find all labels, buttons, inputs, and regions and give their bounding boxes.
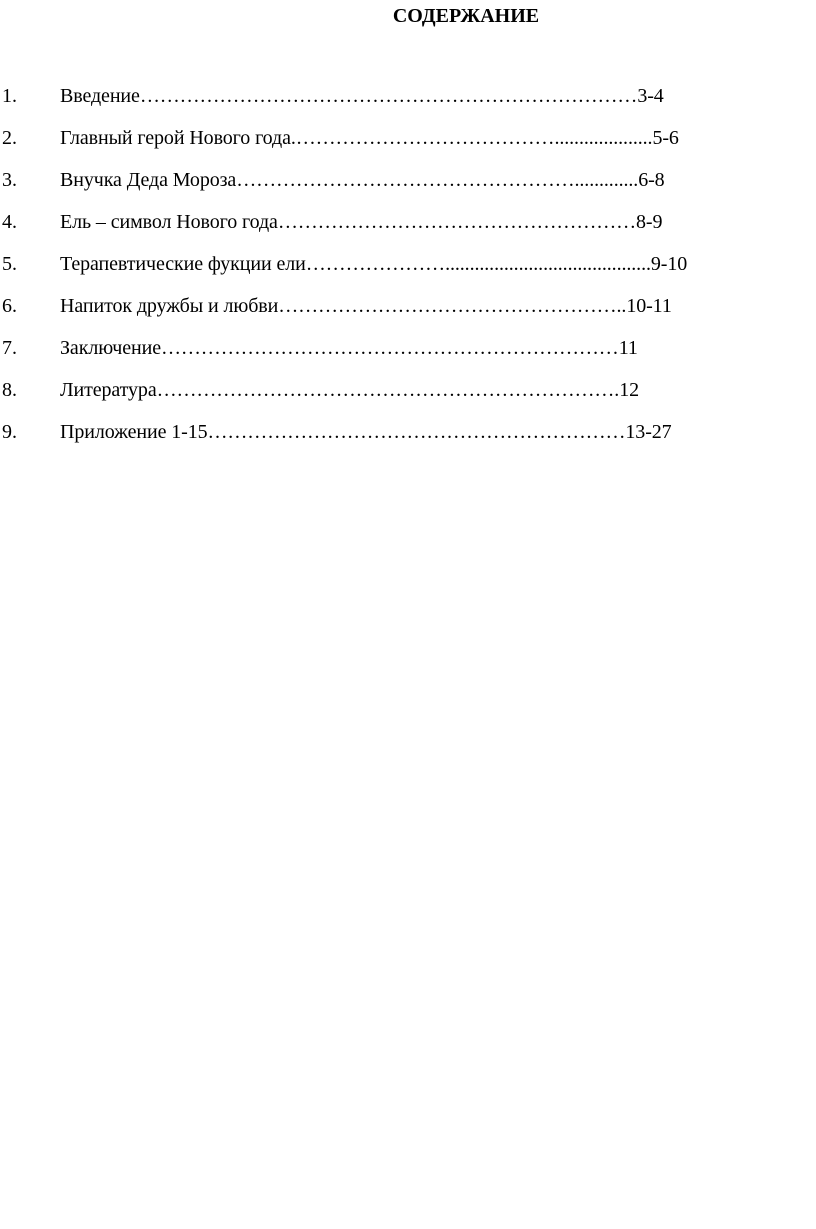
toc-entry-6 (0, 292, 816, 334)
toc-entry-text: Ель – символ Нового года………………………………………………8-9 (60, 211, 663, 233)
toc-entry-number: 8. (2, 379, 17, 401)
toc-entry-7 (0, 334, 816, 376)
toc-entry-text: Литература…………………………………………………………….12 (60, 379, 639, 401)
toc-entry-number: 4. (2, 211, 17, 233)
page-title: СОДЕРЖАНИЕ (392, 5, 540, 27)
toc-entry-text: Главный герой Нового года.…………………………………....................5-6 (60, 127, 679, 149)
toc-entry-3 (0, 166, 816, 208)
toc-entry-number: 3. (2, 169, 17, 191)
toc-entry-text: Терапевтические фукции ели…………………..........................................9-10 (60, 253, 688, 275)
toc-entry-5 (0, 250, 816, 292)
toc-entry-text: Приложение 1-15………………………………………………………13-27 (60, 421, 672, 443)
toc-entry-9 (0, 418, 816, 460)
toc-entry-1 (0, 82, 816, 124)
toc-entry-number: 9. (2, 421, 17, 443)
toc-entry-4 (0, 208, 816, 250)
toc-entry-text: Введение…………………………………………………………………3-4 (60, 85, 664, 107)
toc-entry-text: Напиток дружбы и любви……………………………………………..10-11 (60, 295, 672, 317)
toc-entry-number: 2. (2, 127, 17, 149)
toc-entry-text: Заключение……………………………………………………………11 (60, 337, 638, 359)
toc-entry-number: 1. (2, 85, 17, 107)
toc-entry-text: Внучка Деда Мороза…………………………………………….............6-8 (60, 169, 665, 191)
toc-entry-8 (0, 376, 816, 418)
toc-entry-2 (0, 124, 816, 166)
toc-entry-number: 7. (2, 337, 17, 359)
table-of-contents (0, 82, 816, 460)
toc-entry-number: 5. (2, 253, 17, 275)
toc-entry-number: 6. (2, 295, 17, 317)
